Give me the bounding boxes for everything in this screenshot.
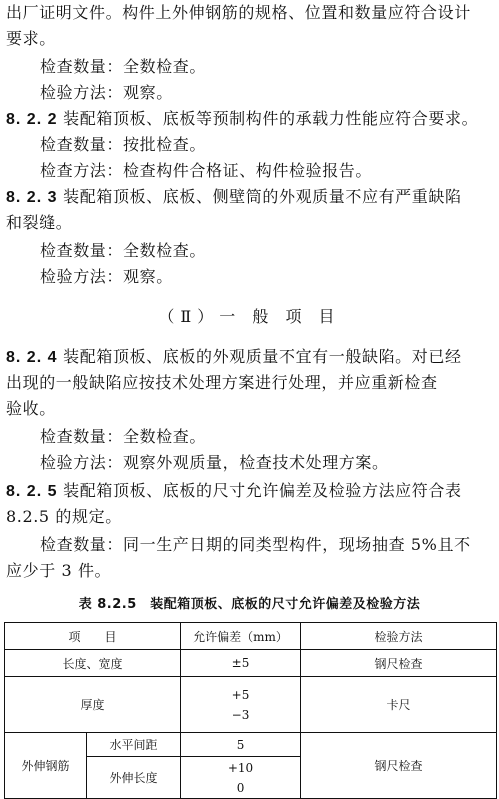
clause-text: 装配箱顶板、底板等预制构件的承载力性能应符合要求。	[63, 109, 479, 128]
row-method: 卡尺	[301, 677, 497, 733]
table-row	[5, 677, 497, 733]
clause-number: 8. 2. 5	[6, 483, 58, 500]
inspection-method: 检验方法：观察。	[40, 83, 173, 102]
header-method: 检验方法	[301, 623, 497, 650]
clause-number: 8. 2. 2	[6, 111, 58, 128]
inspection-quantity: 检查数量：同一生产日期的同类型构件，现场抽查 5%且不	[40, 535, 471, 554]
clause-text: 装配箱顶板、底板、侧壁筒的外观质量不应有严重缺陷	[63, 187, 462, 206]
row-item: 厚度	[5, 677, 181, 733]
inspection-quantity: 检查数量：全数检查。	[40, 427, 207, 446]
clause-8-2-2	[6, 108, 478, 131]
clause-text: 装配箱顶板、底板的外观质量不宜有一般缺陷。对已经	[63, 347, 462, 366]
tolerance-upper: +10	[227, 760, 254, 775]
row-sub-item: 外伸长度	[87, 757, 181, 799]
paragraph-line: 验收。	[6, 399, 56, 418]
row-method: 钢尺检查	[301, 733, 497, 799]
table-header-row	[5, 623, 497, 650]
row-method: 钢尺检查	[301, 650, 497, 677]
row-group: 外伸钢筋	[5, 733, 87, 799]
inspection-quantity: 检查数量：全数检查。	[40, 57, 207, 76]
row-tolerance	[181, 757, 301, 799]
clause-8-2-4	[6, 346, 462, 369]
clause-8-2-5	[6, 480, 462, 503]
table-caption: 表 8.2.5 装配箱顶板、底板的尺寸允许偏差及检验方法	[78, 597, 421, 612]
inspection-quantity: 检查数量：全数检查。	[40, 241, 207, 260]
inspection-method: 检查方法：检查构件合格证、构件检验报告。	[40, 161, 373, 180]
row-tolerance	[181, 677, 301, 733]
header-tolerance: 允许偏差（mm）	[181, 623, 301, 650]
inspection-method: 检验方法：观察外观质量，检查技术处理方案。	[40, 453, 389, 472]
paragraph-line: 和裂缝。	[6, 213, 73, 232]
table-row	[5, 650, 497, 677]
clause-8-2-3	[6, 186, 462, 209]
paragraph-line: 应少于 3 件。	[6, 561, 112, 580]
paragraph-line: 要求。	[6, 29, 56, 48]
row-tolerance: 5	[181, 733, 301, 757]
row-item: 长度、宽度	[5, 650, 181, 677]
tolerance-lower: 0	[236, 780, 245, 795]
section-heading: （Ⅱ）一 般 项 目	[158, 307, 341, 326]
clause-number: 8. 2. 4	[6, 349, 58, 366]
inspection-method: 检验方法：观察。	[40, 267, 173, 286]
paragraph-line: 出现的一般缺陷应按技术处理方案进行处理，并应重新检查	[6, 373, 438, 392]
row-tolerance: ±5	[181, 650, 301, 677]
tolerance-table	[4, 622, 497, 799]
clause-number: 8. 2. 3	[6, 189, 58, 206]
paragraph-line: 8.2.5 的规定。	[6, 507, 122, 526]
inspection-quantity: 检查数量：按批检查。	[40, 135, 207, 154]
clause-text: 装配箱顶板、底板的尺寸允许偏差及检验方法应符合表	[63, 481, 462, 500]
table-row	[5, 733, 497, 757]
paragraph-line: 出厂证明文件。构件上外伸钢筋的规格、位置和数量应符合设计	[6, 3, 471, 22]
tolerance-upper: +5	[231, 687, 250, 702]
row-sub-item: 水平间距	[87, 733, 181, 757]
header-item: 项 目	[5, 623, 181, 650]
tolerance-lower: −3	[231, 707, 250, 722]
